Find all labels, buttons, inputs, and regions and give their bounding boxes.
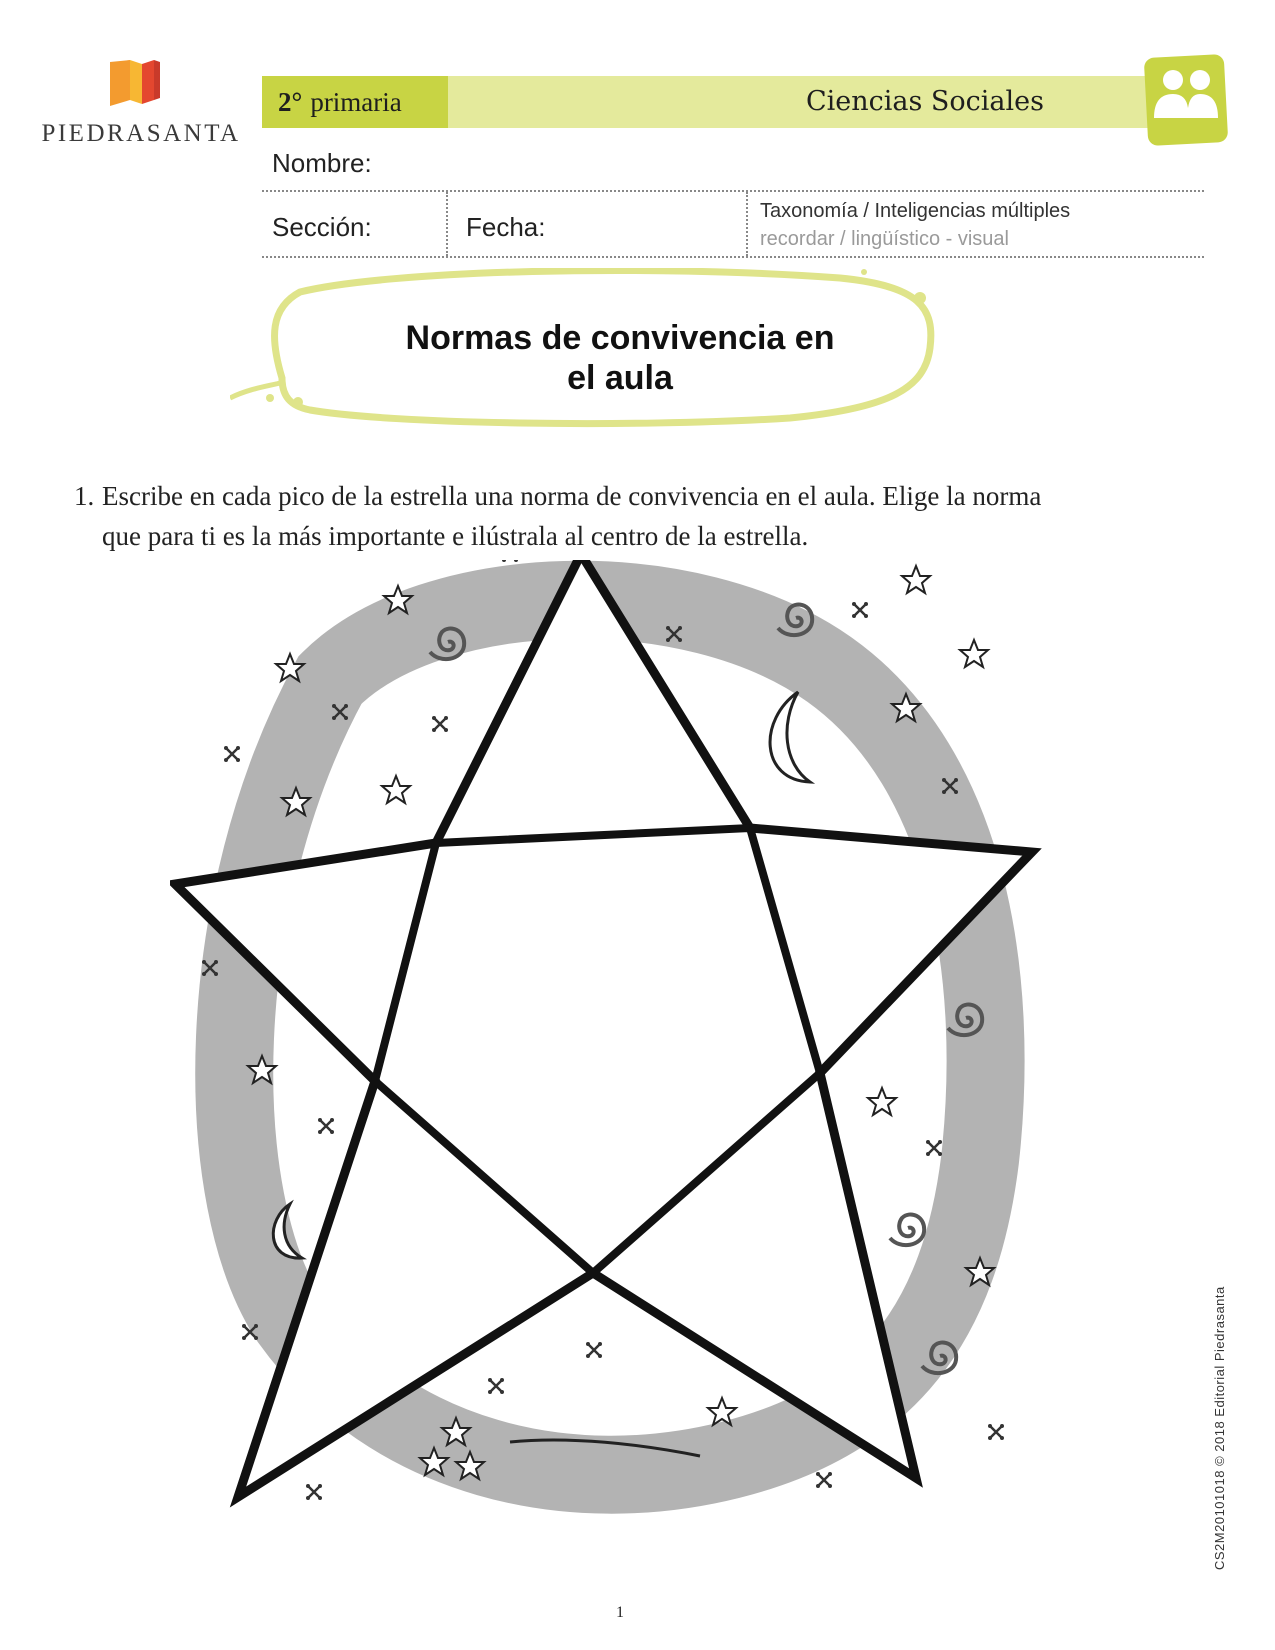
instruction-text: que para ti es la más importante e ilústrala al centro de la estrella. (102, 521, 809, 551)
book-icon (36, 58, 246, 118)
taxonomy-title: Taxonomía / Inteligencias múltiples (760, 200, 1071, 222)
taxonomy-values: recordar / lingüístico - visual (760, 228, 1009, 250)
instruction-text: Escribe en cada pico de la estrella una norma de convivencia en el aula. Elige la norma (102, 481, 1042, 511)
student-form (262, 130, 1204, 258)
instruction-number: 1. (74, 481, 95, 511)
divider (446, 192, 448, 256)
nombre-label: Nombre: (272, 148, 372, 178)
header-bar (262, 76, 1162, 128)
publisher-name: PIEDRASANTA (41, 120, 241, 147)
seccion-fecha-row (262, 192, 1204, 258)
star-illustration[interactable] (170, 560, 1100, 1600)
seccion-label: Sección: (272, 212, 372, 242)
divider (746, 192, 748, 256)
fecha-label: Fecha: (466, 212, 546, 242)
page-number: 1 (616, 1604, 624, 1621)
grade-badge (262, 76, 448, 128)
worksheet-title (290, 318, 950, 398)
nombre-row[interactable] (262, 130, 1204, 192)
grade-number: 2° (278, 86, 303, 117)
copyright-notice: CS2M20101018 © 2018 Editorial Piedrasanta (1212, 1286, 1227, 1570)
instruction (74, 476, 1214, 556)
publisher-logo (36, 58, 246, 158)
grade-label: primaria (310, 86, 402, 117)
title-line: Normas de convivencia en (405, 319, 835, 357)
title-line: el aula (567, 359, 673, 397)
subject-title: Ciencias Sociales (805, 86, 1044, 117)
